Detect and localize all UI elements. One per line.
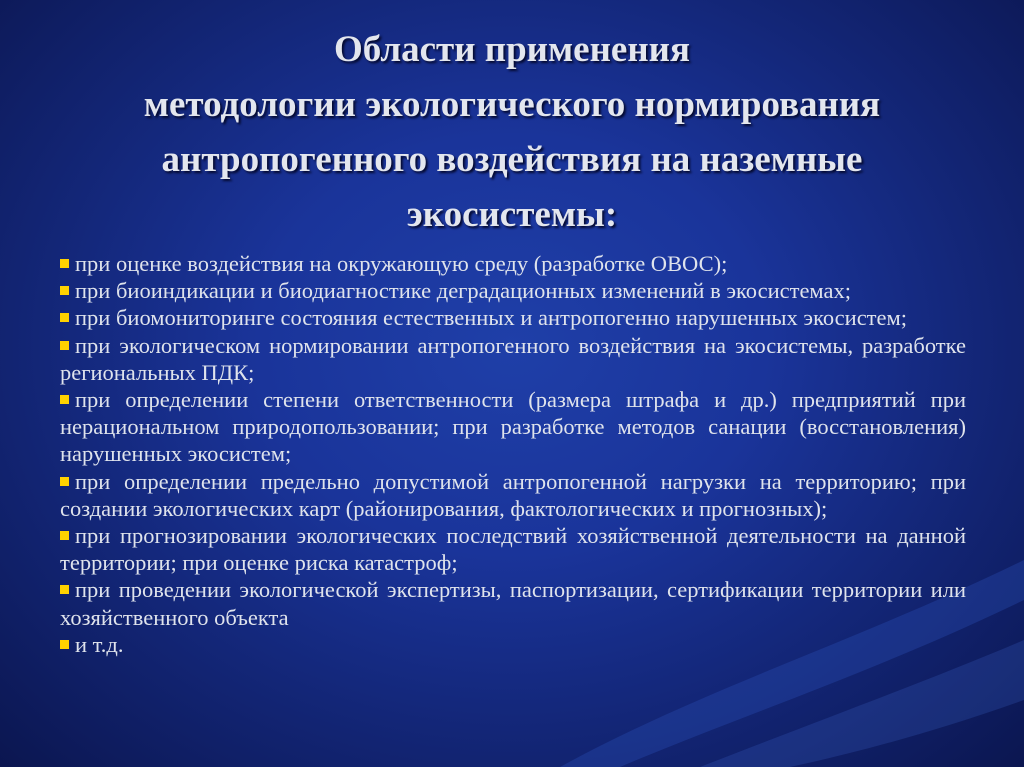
title-line: экосистемы:: [406, 194, 618, 235]
title-line: антропогенного воздействия на наземные: [161, 139, 863, 180]
title-line: Области применения: [333, 29, 691, 70]
list-item: [60, 277, 966, 304]
bullet-list: [60, 250, 966, 658]
list-item-text: при экологическом нормировании антропогенного воздействия на экосистемы, разработке региональных ПДК;: [60, 332, 966, 385]
list-item: [60, 304, 966, 331]
list-item: [60, 631, 966, 658]
list-item-text: при оценке воздействия на окружающую среду (разработке ОВОС);: [75, 251, 728, 276]
list-item-text: при биоиндикации и биодиагностике деградационных изменений в экосистемах;: [75, 278, 852, 304]
title-line: методологии экологического нормирования: [143, 84, 881, 125]
square-bullet-icon: [60, 286, 69, 295]
list-item: [60, 468, 966, 522]
list-item-text: при биомониторинге состояния естественных и антропогенно нарушенных экосистем;: [75, 305, 907, 331]
list-item-text: при проведении экологической экспертизы, паспортизации, сертификации территории или хозяйственного объекта: [60, 577, 966, 630]
square-bullet-icon: [60, 531, 69, 540]
list-item: [60, 332, 966, 386]
list-item: [60, 522, 966, 576]
square-bullet-icon: [60, 640, 69, 649]
square-bullet-icon: [60, 259, 69, 268]
slide-title: [40, 22, 984, 242]
list-item: [60, 576, 966, 630]
square-bullet-icon: [60, 395, 69, 404]
list-item-text: при определении предельно допустимой антропогенной нагрузки на территорию; при создании экологических карт (районирования, фактологических и прогнозных);: [60, 468, 966, 521]
square-bullet-icon: [60, 477, 69, 486]
list-item-text: при прогнозировании экологических последствий хозяйственной деятельности на данной территории; при оценке риска катастроф;: [60, 523, 966, 576]
list-item: [60, 386, 966, 468]
square-bullet-icon: [60, 585, 69, 594]
list-item-text: и т.д.: [75, 631, 124, 657]
square-bullet-icon: [60, 313, 69, 322]
square-bullet-icon: [60, 341, 69, 350]
list-item-text: при определении степени ответственности (размера штрафа и др.) предприятий при нерациональном природопользовании; при разработке методов санации (восстановления) нарушенных экосистем;: [60, 387, 966, 467]
list-item: [60, 250, 966, 277]
